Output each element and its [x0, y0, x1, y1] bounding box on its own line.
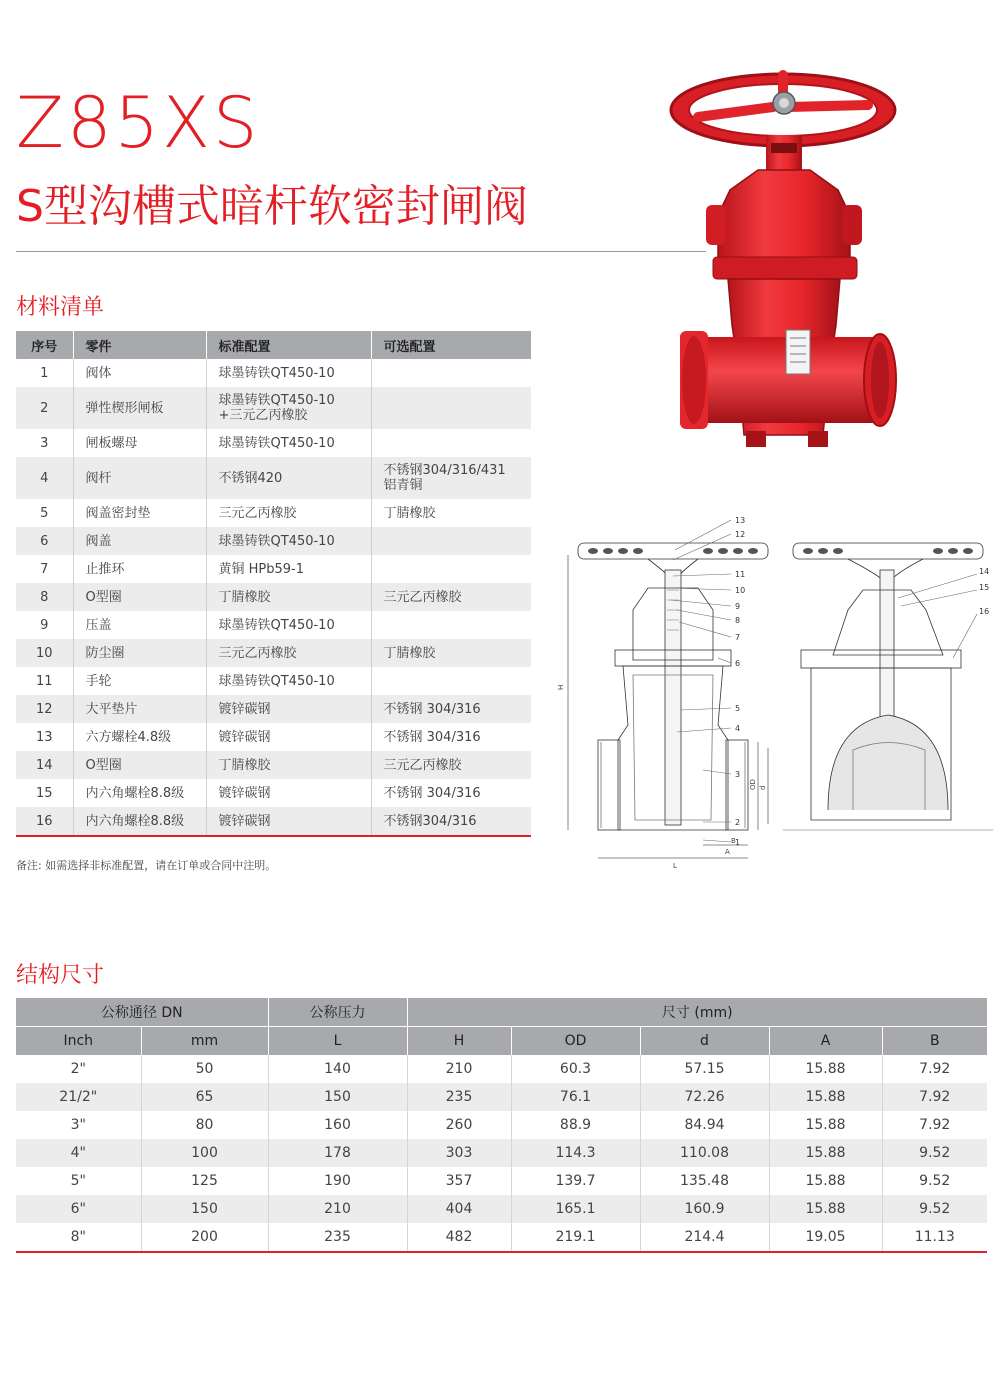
standard-material — [206, 583, 371, 611]
cell-mm: 65 — [141, 1083, 268, 1111]
part-name: 手轮 — [73, 667, 206, 695]
cell-a: 15.88 — [769, 1195, 882, 1223]
optional-material — [371, 429, 531, 457]
materials-header-row — [16, 331, 531, 359]
callout-label: 1 — [735, 838, 741, 847]
part-no: 15 — [35, 785, 53, 801]
header-divider — [16, 251, 706, 252]
cell-a: 19.05 — [769, 1223, 882, 1252]
materials-row — [16, 667, 531, 695]
cell-od: 114.3 — [511, 1139, 640, 1167]
cell-b: 9.52 — [882, 1167, 987, 1195]
cell-h: 210 — [407, 1055, 511, 1083]
optional-material-line: 丁腈橡胶 — [383, 505, 436, 521]
optional-material-line: 不锈钢304/316 — [383, 813, 477, 829]
materials-row — [16, 807, 531, 836]
part-name: 阀体 — [73, 359, 206, 387]
part-no: 3 — [40, 435, 49, 451]
cell-b: 7.92 — [882, 1111, 987, 1139]
callout-label: 9 — [735, 602, 741, 611]
materials-note: 备注: 如需选择非标准配置，请在订单或合同中注明。 — [16, 859, 277, 872]
sub-header-d: d — [640, 1027, 769, 1056]
standard-material-line: 镀锌碳钢 — [218, 729, 271, 745]
standard-material — [206, 779, 371, 807]
cell-mm: 150 — [141, 1195, 268, 1223]
part-name: 阀盖 — [73, 527, 206, 555]
sub-header-a: A — [769, 1027, 882, 1056]
materials-row — [16, 387, 531, 429]
sub-header-h: H — [407, 1027, 511, 1056]
cell-inch: 6" — [16, 1195, 141, 1223]
cell-inch: 21/2" — [16, 1083, 141, 1111]
materials-row — [16, 527, 531, 555]
standard-material-line: 镀锌碳钢 — [218, 813, 271, 829]
cell-h: 235 — [407, 1083, 511, 1111]
cell-a: 15.88 — [769, 1083, 882, 1111]
dimensions-row — [16, 1139, 987, 1167]
part-name: 弹性楔形闸板 — [73, 387, 206, 429]
cell-d: 110.08 — [640, 1139, 769, 1167]
part-no: 12 — [16, 695, 73, 723]
materials-row — [16, 695, 531, 723]
dimensions-table — [16, 998, 987, 1253]
part-no: 1 — [40, 365, 49, 381]
materials-section-title: 材料清单 — [16, 295, 105, 320]
cell-od: 76.1 — [511, 1083, 640, 1111]
standard-material — [206, 527, 371, 555]
callout-leader — [681, 708, 731, 710]
callout-label: 13 — [735, 516, 746, 525]
optional-material — [371, 667, 531, 695]
materials-row — [16, 611, 531, 639]
standard-material — [206, 695, 371, 723]
optional-material — [371, 807, 531, 836]
cell-od: 219.1 — [511, 1223, 640, 1252]
part-no: 9 — [40, 617, 49, 633]
part-no: 6 — [16, 527, 73, 555]
standard-material-line: 黄铜 HPb59-1 — [218, 561, 305, 577]
optional-material — [371, 527, 531, 555]
optional-material — [371, 695, 531, 723]
sub-header-b: B — [882, 1027, 987, 1056]
optional-material — [371, 723, 531, 751]
materials-row — [16, 499, 531, 527]
callout-leader — [673, 534, 731, 560]
optional-material — [371, 457, 531, 499]
cell-h: 260 — [407, 1111, 511, 1139]
materials-row — [16, 429, 531, 457]
group-header-size: 尺寸 (mm) — [407, 998, 987, 1027]
dimension-label: A — [725, 848, 730, 856]
cell-inch: 8" — [16, 1223, 141, 1252]
cell-a: 15.88 — [769, 1055, 882, 1083]
model-title: Z85XS — [16, 82, 261, 164]
callout-label: 11 — [735, 570, 746, 579]
dimensions-row — [16, 1195, 987, 1223]
standard-material-line: 球墨铸铁QT450-10 — [218, 365, 335, 381]
sub-header-od: OD — [511, 1027, 640, 1056]
cell-d: 57.15 — [640, 1055, 769, 1083]
cell-inch: 4" — [16, 1139, 141, 1167]
optional-material — [371, 611, 531, 639]
cell-b: 9.52 — [882, 1195, 987, 1223]
optional-material — [371, 751, 531, 779]
callout-label: 4 — [735, 724, 741, 733]
callout-label: 10 — [735, 586, 746, 595]
optional-material-line: 不锈钢304/316/431 — [383, 463, 506, 478]
col-header-standard: 标准配置 — [206, 331, 371, 359]
cell-b: 9.52 — [882, 1139, 987, 1167]
part-name: 内六角螺栓8.8级 — [73, 779, 206, 807]
cell-h: 303 — [407, 1139, 511, 1167]
callout-leader — [718, 658, 731, 663]
standard-material-line: 三元乙丙橡胶 — [218, 645, 297, 661]
cell-l: 190 — [268, 1167, 407, 1195]
group-header-pressure: 公称压力 — [268, 998, 407, 1027]
standard-material — [206, 639, 371, 667]
standard-material — [206, 499, 371, 527]
part-no: 16 — [16, 807, 73, 836]
callout-label: 5 — [735, 704, 741, 713]
cell-a: 15.88 — [769, 1167, 882, 1195]
materials-row — [16, 751, 531, 779]
part-name: 内六角螺栓8.8级 — [73, 807, 206, 836]
part-name: 六方螺栓4.8级 — [73, 723, 206, 751]
dimensions-group-header-row — [16, 998, 987, 1027]
cell-d: 135.48 — [640, 1167, 769, 1195]
cell-l: 160 — [268, 1111, 407, 1139]
callout-leader — [703, 770, 731, 774]
dimensions-row — [16, 1167, 987, 1195]
cell-d: 214.4 — [640, 1223, 769, 1252]
optional-material — [371, 555, 531, 583]
cell-a: 15.88 — [769, 1111, 882, 1139]
cell-inch: 5" — [70, 1173, 86, 1189]
part-name: 防尘圈 — [73, 639, 206, 667]
cell-l: 140 — [268, 1055, 407, 1083]
standard-material — [206, 807, 371, 836]
callout-leader — [677, 728, 731, 732]
part-name: 压盖 — [73, 611, 206, 639]
optional-material — [371, 583, 531, 611]
callout-leader — [677, 610, 731, 620]
optional-material — [371, 387, 531, 429]
callout-leader — [953, 614, 977, 658]
cell-h: 482 — [407, 1223, 511, 1252]
callout-leader — [679, 622, 731, 637]
optional-material — [371, 639, 531, 667]
cell-l: 235 — [268, 1223, 407, 1252]
part-no: 7 — [40, 561, 49, 577]
part-name: 止推环 — [73, 555, 206, 583]
cell-d: 84.94 — [640, 1111, 769, 1139]
standard-material-line: 球墨铸铁QT450-10 — [218, 393, 335, 408]
materials-row — [16, 723, 531, 751]
sub-header-inch: Inch — [16, 1027, 141, 1056]
materials-row — [16, 555, 531, 583]
optional-material — [371, 359, 531, 387]
standard-material-line: 球墨铸铁QT450-10 — [218, 673, 335, 689]
standard-material — [206, 387, 371, 429]
optional-material-line: 三元乙丙橡胶 — [383, 589, 462, 605]
dimension-label: B — [731, 837, 736, 845]
standard-material-line: 镀锌碳钢 — [218, 785, 271, 801]
cell-mm: 125 — [141, 1167, 268, 1195]
standard-material-line: 镀锌碳钢 — [218, 701, 271, 717]
cell-mm: 200 — [141, 1223, 268, 1252]
callout-leader — [675, 520, 731, 550]
optional-material-line: 铝青铜 — [383, 478, 423, 493]
part-no: 2 — [16, 387, 73, 429]
part-name: 闸板螺母 — [73, 429, 206, 457]
standard-material — [206, 429, 371, 457]
standard-material-line: 球墨铸铁QT450-10 — [218, 533, 335, 549]
product-name: S型沟槽式暗杆软密封闸阀 — [16, 181, 528, 232]
callout-label: 14 — [979, 567, 990, 576]
part-no: 13 — [35, 729, 53, 745]
valve-product-photo — [658, 65, 918, 475]
standard-material-line: 三元乙丙橡胶 — [218, 505, 297, 521]
cell-b: 7.92 — [882, 1055, 987, 1083]
part-no: 10 — [16, 639, 73, 667]
part-no: 11 — [35, 673, 53, 689]
cell-l: 210 — [268, 1195, 407, 1223]
valve-technical-drawing — [553, 510, 993, 875]
part-name: O型圈 — [73, 583, 206, 611]
standard-material — [206, 611, 371, 639]
dimensions-sub-header-row — [16, 1027, 987, 1056]
cell-d: 160.9 — [640, 1195, 769, 1223]
group-header-dn: 公称通径 DN — [16, 998, 268, 1027]
sub-header-mm: mm — [141, 1027, 268, 1056]
dimensions-row — [16, 1083, 987, 1111]
cell-a: 15.88 — [769, 1139, 882, 1167]
col-header-optional: 可选配置 — [371, 331, 531, 359]
materials-row — [16, 779, 531, 807]
col-header-no: 序号 — [16, 331, 73, 359]
part-name: 大平垫片 — [73, 695, 206, 723]
dimension-label: H — [557, 684, 565, 690]
optional-material-line: 不锈钢 304/316 — [383, 785, 481, 801]
standard-material-line: 丁腈橡胶 — [218, 589, 271, 605]
callout-label: 16 — [979, 607, 990, 616]
materials-row — [16, 639, 531, 667]
drawing-right-view — [783, 543, 993, 830]
dimensions-row — [16, 1223, 987, 1252]
optional-material-line: 不锈钢 304/316 — [383, 729, 481, 745]
cell-od: 165.1 — [511, 1195, 640, 1223]
materials-row — [16, 583, 531, 611]
optional-material-line: 丁腈橡胶 — [383, 645, 436, 661]
cell-inch: 2" — [70, 1061, 86, 1077]
cell-od: 60.3 — [511, 1055, 640, 1083]
dimension-label: OD — [749, 779, 757, 790]
cell-mm: 80 — [141, 1111, 268, 1139]
standard-material — [206, 667, 371, 695]
standard-material-line: 球墨铸铁QT450-10 — [218, 435, 335, 451]
callout-label: 12 — [735, 530, 746, 539]
col-header-part: 零件 — [73, 331, 206, 359]
part-no: 5 — [40, 505, 49, 521]
part-no: 4 — [16, 457, 73, 499]
cell-d: 72.26 — [640, 1083, 769, 1111]
cell-h: 357 — [407, 1167, 511, 1195]
callout-label: 7 — [735, 633, 741, 642]
dimension-label: d — [759, 785, 767, 790]
standard-material-line: 不锈钢420 — [218, 470, 283, 486]
sub-header-l: L — [268, 1027, 407, 1056]
part-name: 阀盖密封垫 — [73, 499, 206, 527]
cell-od: 139.7 — [511, 1167, 640, 1195]
callout-label: 8 — [735, 616, 741, 625]
part-no: 14 — [16, 751, 73, 779]
standard-material — [206, 457, 371, 499]
callout-label: 6 — [735, 659, 741, 668]
cell-h: 404 — [407, 1195, 511, 1223]
standard-material-line: 球墨铸铁QT450-10 — [218, 617, 335, 633]
standard-material-line: 丁腈橡胶 — [218, 757, 271, 773]
dimensions-row — [16, 1111, 987, 1139]
optional-material — [371, 779, 531, 807]
standard-material — [206, 359, 371, 387]
materials-row — [16, 359, 531, 387]
materials-row — [16, 457, 531, 499]
callout-leader — [673, 574, 731, 576]
dimension-label: L — [673, 862, 677, 870]
standard-material-line: +三元乙丙橡胶 — [218, 408, 308, 423]
standard-material — [206, 555, 371, 583]
optional-material-line: 不锈钢 304/316 — [383, 701, 481, 717]
cell-b: 7.92 — [882, 1083, 987, 1111]
standard-material — [206, 723, 371, 751]
callout-label: 3 — [735, 770, 741, 779]
optional-material-line: 三元乙丙橡胶 — [383, 757, 462, 773]
materials-table — [16, 331, 531, 837]
callout-leader — [703, 840, 731, 842]
cell-l: 178 — [268, 1139, 407, 1167]
part-name: O型圈 — [73, 751, 206, 779]
part-name: 阀杆 — [73, 457, 206, 499]
dimensions-section-title: 结构尺寸 — [16, 963, 105, 988]
dimensions-row — [16, 1055, 987, 1083]
cell-l: 150 — [268, 1083, 407, 1111]
cell-b: 11.13 — [882, 1223, 987, 1252]
part-no: 8 — [16, 583, 73, 611]
cell-od: 88.9 — [511, 1111, 640, 1139]
cell-mm: 100 — [141, 1139, 268, 1167]
standard-material — [206, 751, 371, 779]
callout-label: 2 — [735, 818, 741, 827]
callout-label: 15 — [979, 583, 990, 592]
cell-mm: 50 — [141, 1055, 268, 1083]
optional-material — [371, 499, 531, 527]
cell-inch: 3" — [70, 1117, 86, 1133]
callout-leader — [898, 574, 977, 598]
